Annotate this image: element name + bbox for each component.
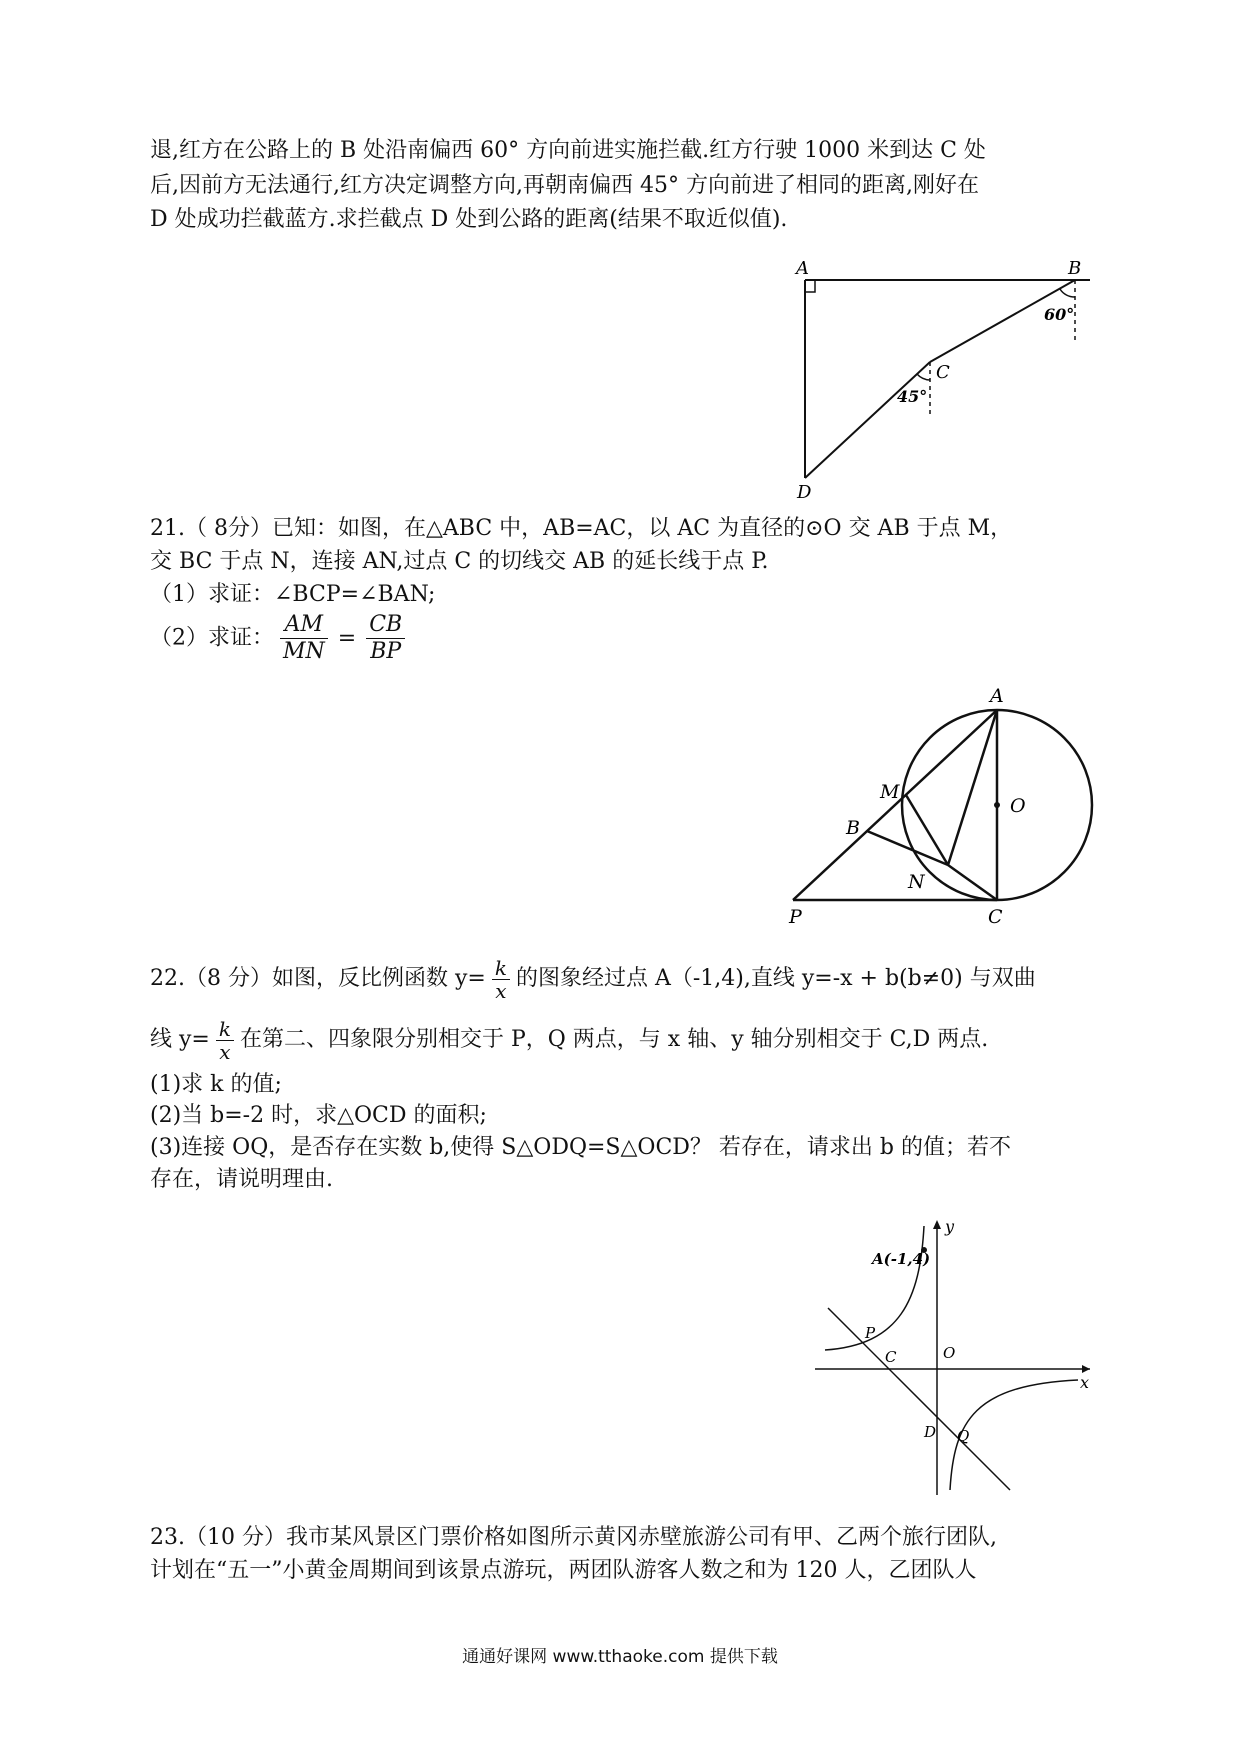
q22-line-1-suffix: 的图象经过点 A（-1,4),直线 y=-x + b(b≠0) 与双曲 <box>515 966 1036 991</box>
q23-line-2: 计划在“五一”小黄金周期间到该景点游玩，两团队游客人数之和为 120 人，乙团队人 <box>150 1558 977 1583</box>
q22-label-o: O <box>943 1344 956 1362</box>
q20-label-b: B <box>1068 258 1082 279</box>
q20-line-2: 后,因前方无法通行,红方决定调整方向,再朝南偏西 45° 方向前进了相同的距离,刚好在 <box>150 173 979 198</box>
q22-k-1: k <box>492 957 510 980</box>
q22-line-2-suffix: 在第二、四象限分别相交于 P，Q 两点，与 x 轴、y 轴分别相交于 C,D 两点. <box>239 1027 989 1052</box>
q22-x-2: x <box>219 1039 231 1064</box>
q21-equals: = <box>337 625 357 651</box>
q22-label-p: P <box>865 1324 876 1342</box>
q21-line-1: 21.（ 8分）已知：如图，在△ABC 中，AB=AC，以 AC 为直径的⊙O 交 AB 于点 M， <box>150 516 1013 541</box>
q22-part-3a: (3)连接 OQ，是否存在实数 b,使得 S△ODQ=S△OCD？ 若存在，请求出 b 的值；若不 <box>150 1135 1011 1160</box>
q22-k-2: k <box>216 1018 234 1041</box>
q22-x-1: x <box>495 978 507 1003</box>
q21-label-n: N <box>908 871 925 893</box>
q22-label-y: y <box>945 1217 955 1236</box>
q21-frac2-den: BP <box>370 639 402 664</box>
q21-part-1: （1）求证：∠BCP=∠BAN; <box>150 582 436 607</box>
q22-label-q: Q <box>957 1427 970 1445</box>
q22-label-x: x <box>1080 1373 1090 1392</box>
q21-label-b: B <box>846 817 860 839</box>
q21-line-2: 交 BC 于点 N，连接 AN,过点 C 的切线交 AB 的延长线于点 P. <box>150 549 769 574</box>
q21-label-a: A <box>990 685 1004 707</box>
q21-frac1-num: AM <box>280 612 328 639</box>
q21-label-m: M <box>880 781 900 803</box>
q21-frac2-num: CB <box>366 612 405 639</box>
q20-angle-c: 45° <box>897 387 928 406</box>
q22-label-c: C <box>885 1348 897 1366</box>
q22-label-d: D <box>924 1423 937 1441</box>
q20-line-1: 退,红方在公路上的 B 处沿南偏西 60° 方向前进实施拦截.红方行驶 1000 米到达 C 处 <box>150 138 986 163</box>
q20-label-a: A <box>796 258 809 279</box>
q22-part-2: (2)当 b=-2 时，求△OCD 的面积; <box>150 1103 487 1128</box>
q20-label-c: C <box>936 362 950 383</box>
q20-angle-b: 60° <box>1044 305 1075 324</box>
q22-part-1: (1)求 k 的值; <box>150 1072 282 1097</box>
q22-part-3b: 存在，请说明理由. <box>150 1167 333 1192</box>
q20-label-d: D <box>797 482 812 503</box>
q22-line-2-prefix: 线 y= <box>150 1027 210 1052</box>
q21-part-2-prefix: （2）求证： <box>150 625 274 651</box>
q23-line-1: 23.（10 分）我市某风景区门票价格如图所示黄冈赤壁旅游公司有甲、乙两个旅行团队, <box>150 1525 997 1550</box>
q21-label-c: C <box>988 906 1003 928</box>
q20-line-3: D 处成功拦截蓝方.求拦截点 D 处到公路的距离(结果不取近似值). <box>150 207 788 232</box>
q22-label-a: A(-1,4) <box>872 1250 931 1268</box>
q21-label-o: O <box>1010 795 1026 817</box>
q21-label-p: P <box>789 906 802 928</box>
footer-credit: 通通好课网 www.tthaoke.com 提供下载 <box>462 1647 778 1667</box>
q22-line-1-prefix: 22.（8 分）如图，反比例函数 y= <box>150 966 486 991</box>
q21-frac1-den: MN <box>283 639 325 664</box>
